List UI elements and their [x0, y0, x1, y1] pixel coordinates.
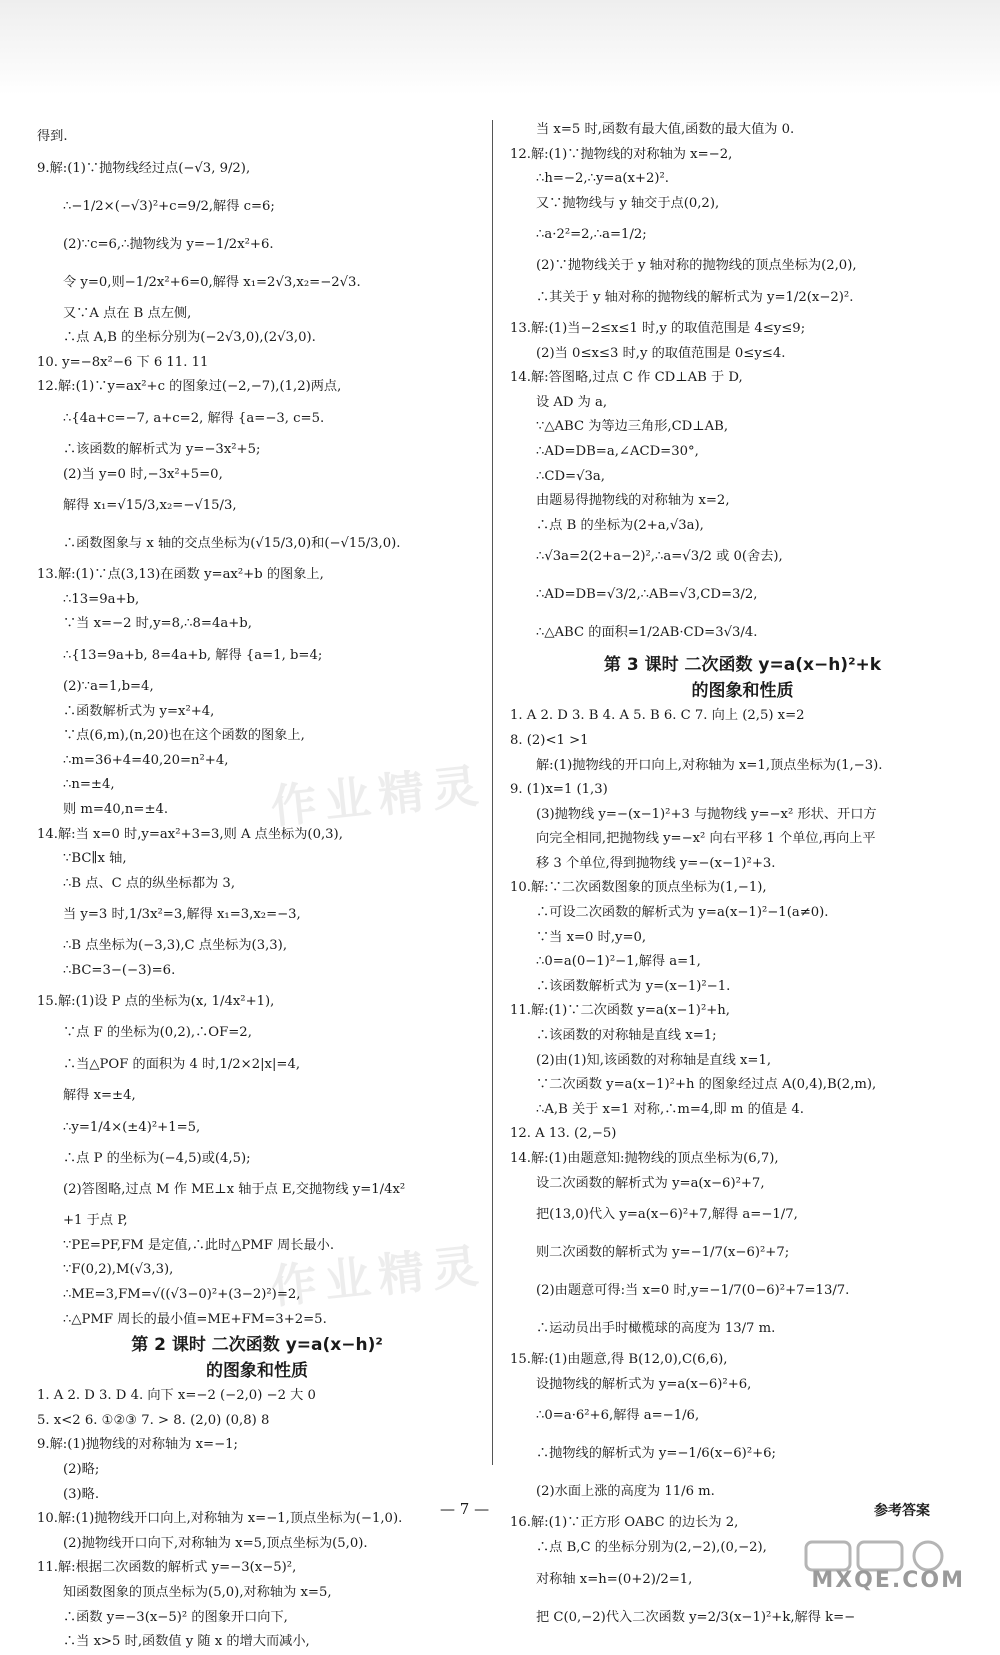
text-line: ∴0=a(0−1)²−1,解得 a=1, — [536, 954, 701, 970]
text-line: ∴该函数的解析式为 y=−3x²+5; — [63, 441, 261, 457]
text-line: 9.解:(1)抛物线的对称轴为 x=−1; — [37, 1437, 238, 1453]
text-line: ∴AD=DB=√3/2,∴AB=√3,CD=3/2, — [536, 587, 758, 603]
text-line: ∴函数图象与 x 轴的交点坐标为(√15/3,0)和(−√15/3,0). — [63, 536, 401, 552]
text-line: ∴其关于 y 轴对称的抛物线的解析式为 y=1/2(x−2)². — [536, 289, 854, 305]
text-line: 当 x=5 时,函数有最大值,函数的最大值为 0. — [536, 122, 795, 137]
text-line: 设抛物线的解析式为 y=a(x−6)²+6, — [536, 1376, 752, 1392]
text-line: ∴A,B 关于 x=1 对称,∴m=4,即 m 的值是 4. — [536, 1101, 804, 1117]
text-line: 8. (2)<1 >1 — [510, 732, 589, 748]
section-title: 的图象和性质 — [206, 1361, 308, 1382]
text-line: 1. A 2. D 3. B 4. A 5. B 6. C 7. 向上 (2,5) x=2 — [510, 708, 805, 724]
text-line: 9. (1)x=1 (1,3) — [510, 782, 608, 798]
text-line: ∴可设二次函数的解析式为 y=a(x−1)²−1(a≠0). — [536, 905, 829, 921]
column-divider — [492, 120, 493, 1465]
page-number: — 7 — — [440, 1500, 490, 1518]
text-line: 解得 x=±4, — [63, 1088, 136, 1104]
text-line: 10.解:∵二次函数图象的顶点坐标为(1,−1), — [510, 880, 767, 896]
text-line: 14.解:答图略,过点 C 作 CD⊥AB 于 D, — [510, 370, 743, 386]
text-line: (2)当 y=0 时,−3x²+5=0, — [63, 466, 223, 482]
text-line: ∴{13=9a+b, 8=4a+b, 解得 {a=1, b=4; — [63, 647, 323, 663]
text-line: ∴0=a·6²+6,解得 a=−1/6, — [536, 1408, 700, 1424]
right-column — [510, 118, 975, 1637]
text-line: 12. A 13. (2,−5) — [510, 1126, 617, 1142]
text-line: ∴函数 y=−3(x−5)² 的图象开口向下, — [63, 1609, 288, 1625]
text-line: ∴该函数解析式为 y=(x−1)²−1. — [536, 978, 731, 994]
text-line: 把 C(0,−2)代入二次函数 y=2/3(x−1)²+k,解得 k=− — [536, 1609, 856, 1625]
text-line: ∴点 B,C 的坐标分别为(2,−2),(0,−2), — [536, 1539, 767, 1555]
text-line: 设二次函数的解析式为 y=a(x−6)²+7, — [536, 1175, 765, 1191]
text-line: 14.解:当 x=0 时,y=ax²+3=3,则 A 点坐标为(0,3), — [37, 826, 343, 842]
watermark-upper: 作业精灵 — [268, 757, 489, 835]
text-line: ∵PE=PF,FM 是定值,∴此时△PMF 周长最小. — [63, 1237, 335, 1253]
text-line: ∵△ABC 为等边三角形,CD⊥AB, — [536, 419, 729, 435]
text-line: ∴点 B 的坐标为(2+a,√3a), — [536, 517, 704, 533]
text-line: ∴函数解析式为 y=x²+4, — [63, 703, 215, 719]
text-line: 知函数图象的顶点坐标为(5,0),对称轴为 x=5, — [63, 1584, 332, 1600]
text-line: 11.解:(1)∵二次函数 y=a(x−1)²+h, — [510, 1003, 730, 1019]
text-line: 12.解:(1)∵抛物线的对称轴为 x=−2, — [510, 146, 733, 162]
text-line: ∴h=−2,∴y=a(x+2)². — [536, 171, 669, 187]
text-line: 5. x<2 6. ①②③ 7. > 8. (2,0) (0,8) 8 — [37, 1412, 270, 1428]
text-line: ∵BC∥x 轴, — [63, 851, 127, 867]
text-line: 当 y=3 时,1/3x²=3,解得 x₁=3,x₂=−3, — [63, 907, 301, 923]
text-line: ∴点 A,B 的坐标分别为(−2√3,0),(2√3,0). — [63, 330, 316, 346]
text-line: ∴BC=3−(−3)=6. — [63, 962, 176, 978]
text-line: 又∵A 点在 B 点左侧, — [63, 305, 192, 321]
text-line: (2)∵a=1,b=4, — [63, 678, 154, 694]
page-top-shadow — [0, 0, 1000, 95]
text-line: ∴y=1/4×(±4)²+1=5, — [63, 1119, 201, 1135]
text-line: 12.解:(1)∵y=ax²+c 的图象过(−2,−7),(1,2)两点, — [37, 379, 342, 395]
text-line: ∴当△POF 的面积为 4 时,1/2×2|x|=4, — [63, 1057, 301, 1073]
text-line: ∴m=36+4=40,20=n²+4, — [63, 752, 229, 768]
text-line: ∴13=9a+b, — [63, 591, 140, 607]
text-line: 解得 x₁=√15/3,x₂=−√15/3, — [63, 498, 237, 514]
text-line: (2)水面上涨的高度为 11/6 m. — [536, 1484, 715, 1500]
text-line: (2)∵c=6,∴抛物线为 y=−1/2x²+6. — [63, 236, 274, 252]
text-line: ∴ME=3,FM=√((√3−0)²+(3−2)²)=2, — [63, 1287, 301, 1303]
text-line: ∵二次函数 y=a(x−1)²+h 的图象经过点 A(0,4),B(2,m), — [536, 1077, 877, 1093]
text-line: ∵点(6,m),(n,20)也在这个函数的图象上, — [63, 728, 305, 744]
text-line: 则二次函数的解析式为 y=−1/7(x−6)²+7; — [536, 1245, 790, 1261]
text-line: ∵点 F 的坐标为(0,2),∴OF=2, — [63, 1025, 252, 1041]
text-line: 解:(1)抛物线的开口向上,对称轴为 x=1,顶点坐标为(1,−3). — [536, 757, 883, 773]
text-line: 则 m=40,n=±4. — [63, 801, 169, 817]
footer-section-title: 参考答案 — [874, 1503, 930, 1519]
text-line: ∴B 点、C 点的纵坐标都为 3, — [63, 875, 236, 891]
text-line: +1 于点 P, — [63, 1213, 128, 1229]
text-line: (2)∵抛物线关于 y 轴对称的抛物线的顶点坐标为(2,0), — [536, 258, 857, 274]
text-line: (2)答图略,过点 M 作 ME⊥x 轴于点 E,交抛物线 y=1/4x² — [63, 1182, 406, 1198]
text-line: (2)当 0≤x≤3 时,y 的取值范围是 0≤y≤4. — [536, 345, 786, 361]
watermark-lower: 作业精灵 — [268, 1237, 489, 1315]
text-line: 向完全相同,把抛物线 y=−x² 向右平移 1 个单位,再向上平 — [536, 831, 876, 847]
text-line: ∴n=±4, — [63, 777, 115, 793]
section-title: 的图象和性质 — [691, 681, 794, 702]
text-line: ∴AD=DB=a,∠ACD=30°, — [536, 443, 699, 459]
text-line: 16.解:(1)∵正方形 OABC 的边长为 2, — [510, 1515, 739, 1531]
text-line: 移 3 个单位,得到抛物线 y=−(x−1)²+3. — [536, 855, 776, 871]
text-line: 13.解:(1)∵点(3,13)在函数 y=ax²+b 的图象上, — [37, 567, 324, 583]
text-line: 又∵抛物线与 y 轴交于点(0,2), — [536, 195, 720, 211]
text-line: 10.解:(1)抛物线开口向上,对称轴为 x=−1,顶点坐标为(−1,0). — [37, 1511, 403, 1527]
text-line: ∴a·2²=2,∴a=1/2; — [536, 227, 647, 243]
text-line: 15.解:(1)由题意,得 B(12,0),C(6,6), — [510, 1352, 728, 1368]
text-line: ∵F(0,2),M(√3,3), — [63, 1262, 174, 1278]
text-line: (2)由题意可得:当 x=0 时,y=−1/7(0−6)²+7=13/7. — [536, 1283, 850, 1299]
text-line: 9.解:(1)∵抛物线经过点(−√3, 9/2), — [37, 160, 251, 176]
text-line: 把(13,0)代入 y=a(x−6)²+7,解得 a=−1/7, — [536, 1207, 798, 1223]
text-line: ∴点 P 的坐标为(−4,5)或(4,5); — [63, 1150, 251, 1166]
text-line: 10. y=−8x²−6 下 6 11. 11 — [37, 354, 209, 370]
text-line: 1. A 2. D 3. D 4. 向下 x=−2 (−2,0) −2 大 0 — [37, 1388, 316, 1404]
text-line: 13.解:(1)当−2≤x≤1 时,y 的取值范围是 4≤y≤9; — [510, 320, 806, 336]
text-line: 15.解:(1)设 P 点的坐标为(x, 1/4x²+1), — [37, 994, 275, 1010]
site-logo-text: MXQE.COM — [811, 1568, 965, 1593]
text-line: ∴运动员出手时橄榄球的高度为 13/7 m. — [536, 1321, 776, 1337]
text-line: 11.解:根据二次函数的解析式 y=−3(x−5)², — [37, 1560, 297, 1576]
text-line: ∴当 x>5 时,函数值 y 随 x 的增大而减小, — [63, 1634, 310, 1650]
left-column — [37, 125, 477, 1655]
text-line: ∴该函数的对称轴是直线 x=1; — [536, 1028, 717, 1044]
text-line: 设 AD 为 a, — [536, 394, 608, 410]
text-line: ∵当 x=−2 时,y=8,∴8=4a+b, — [63, 616, 252, 632]
text-line: ∴{4a+c=−7, a+c=2, 解得 {a=−3, c=5. — [63, 410, 325, 426]
section-title: 第 2 课时 二次函数 y=a(x−h)² — [131, 1335, 383, 1356]
text-line: (3)抛物线 y=−(x−1)²+3 与抛物线 y=−x² 形状、开口方 — [536, 806, 877, 822]
text-line: (2)由(1)知,该函数的对称轴是直线 x=1, — [536, 1052, 772, 1068]
text-line: ∴B 点坐标为(−3,3),C 点坐标为(3,3), — [63, 938, 288, 954]
text-line: (2)抛物线开口向下,对称轴为 x=5,顶点坐标为(5,0). — [63, 1535, 368, 1551]
text-line: ∴抛物线的解析式为 y=−1/6(x−6)²+6; — [536, 1446, 776, 1462]
section-title: 第 3 课时 二次函数 y=a(x−h)²+k — [603, 655, 882, 676]
text-line: ∴△ABC 的面积=1/2AB·CD=3√3/4. — [536, 625, 758, 641]
text-line: ∴△PMF 周长的最小值=ME+FM=3+2=5. — [63, 1311, 327, 1327]
text-line: 14.解:(1)由题意知:抛物线的顶点坐标为(6,7), — [510, 1151, 779, 1166]
text-line: ∴√3a=2(2+a−2)²,∴a=√3/2 或 0(舍去), — [536, 549, 783, 565]
text-line: 对称轴 x=h=(0+2)/2=1, — [536, 1571, 693, 1587]
text-line: ∴−1/2×(−√3)²+c=9/2,解得 c=6; — [63, 198, 275, 214]
text-line: 得到. — [37, 129, 68, 144]
text-line: 令 y=0,则−1/2x²+6=0,解得 x₁=2√3,x₂=−2√3. — [63, 274, 361, 290]
text-line: 由题易得抛物线的对称轴为 x=2, — [536, 493, 730, 509]
text-line: (2)略; — [63, 1462, 100, 1477]
text-line: ∵当 x=0 时,y=0, — [536, 929, 647, 945]
text-line: (3)略. — [63, 1486, 100, 1502]
text-line: ∴CD=√3a, — [536, 468, 605, 484]
